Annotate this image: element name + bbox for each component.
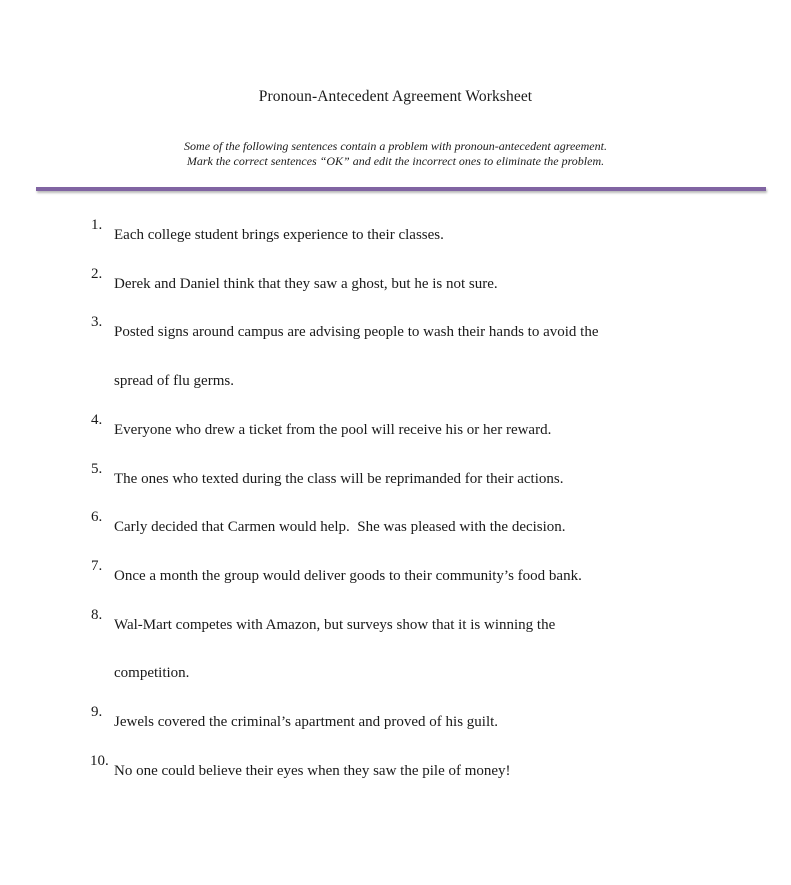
question-line: Each college student brings experience to their classes. [114, 227, 444, 243]
question-number: 3. [91, 314, 103, 331]
question-number: 10. [90, 752, 109, 769]
question-item-4 [0, 406, 791, 455]
question-line: Carly decided that Carmen would help. She was pleased with the decision. [114, 519, 566, 536]
question-line: Once a month the group would deliver goods to their community’s food bank. [114, 567, 582, 584]
question-line: Everyone who drew a ticket from the pool will receive his or her reward. [114, 421, 552, 438]
page-title: Pronoun-Antecedent Agreement Worksheet [258, 88, 533, 105]
question-line: Jewels covered the criminal’s apartment and proved of his guilt. [114, 714, 499, 731]
question-item-10 [0, 747, 791, 796]
question-item-5 [0, 455, 791, 504]
question-number: 4. [91, 411, 103, 428]
question-line: Derek and Daniel think that they saw a ghost, but he is not sure. [114, 275, 498, 292]
question-text [114, 698, 701, 747]
question-number: 2. [91, 265, 103, 282]
question-item-9 [0, 698, 791, 747]
question-number: 9. [91, 704, 103, 721]
question-number: 8. [91, 606, 103, 623]
question-text [114, 455, 701, 504]
header-divider [36, 187, 766, 191]
question-number: 7. [91, 557, 103, 574]
question-line: Posted signs around campus are advising people to wash their hands to avoid the [114, 324, 599, 341]
question-text [114, 211, 701, 260]
question-item-3 [0, 308, 791, 405]
question-text [114, 747, 701, 796]
question-line: spread of flu germs. [114, 373, 234, 390]
question-text [114, 308, 701, 405]
question-item-7 [0, 552, 791, 601]
question-text [114, 552, 701, 601]
question-item-1 [0, 211, 791, 260]
question-item-2 [0, 260, 791, 309]
question-text [114, 503, 701, 552]
instructions-line-2: Mark the correct sentences “OK” and edit the incorrect ones to eliminate the problem. [186, 154, 605, 168]
question-line: competition. [114, 665, 190, 682]
question-text [114, 406, 701, 455]
question-text [114, 601, 701, 698]
question-line: No one could believe their eyes when they saw the pile of money! [114, 762, 511, 779]
question-number: 6. [91, 509, 103, 526]
question-number: 5. [91, 460, 103, 477]
question-line: The ones who texted during the class will be reprimanded for their actions. [114, 470, 564, 487]
instructions [0, 139, 791, 169]
question-number: 1. [91, 217, 103, 233]
instructions-line-1: Some of the following sentences contain a problem with pronoun-antecedent agreement. [184, 139, 607, 153]
question-line: Wal-Mart competes with Amazon, but surveys show that it is winning the [114, 616, 556, 633]
question-item-6 [0, 503, 791, 552]
question-text [114, 260, 701, 309]
question-item-8 [0, 601, 791, 698]
question-list [0, 217, 791, 805]
